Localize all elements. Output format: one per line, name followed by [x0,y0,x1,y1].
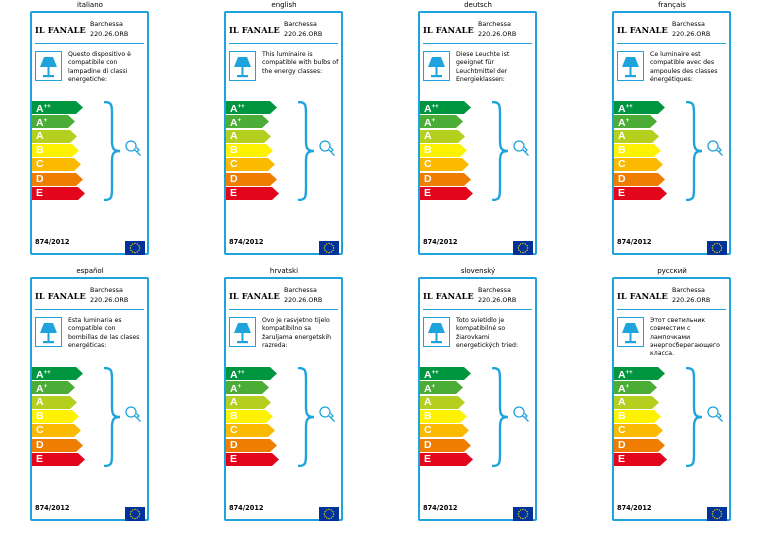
energy-class-letter [424,381,435,396]
class-letter: A [424,395,432,408]
class-letter: D [36,438,44,451]
class-letter: A [230,129,238,142]
brand-logo: IL FANALE [617,25,668,35]
energy-class-letter [36,396,44,409]
energy-bar-a [614,130,660,143]
energy-class-letter [230,187,237,200]
light-bulb-icon [512,405,532,427]
energy-class-scale [226,101,296,201]
class-letter: D [230,438,238,451]
class-letter: E [424,186,432,199]
class-plus: ++ [237,104,245,110]
energy-bar-d [420,439,472,452]
compatibility-text: This luminaire is compatible with bulbs of the energy classes: [262,51,339,75]
curly-brace-icon [490,101,510,205]
energy-class-letter [36,367,51,382]
energy-class-scale [420,367,490,467]
eu-flag-icon [319,507,339,521]
energy-bar-c [32,158,82,171]
divider [617,43,726,44]
energy-bar-e [32,187,86,200]
energy-class-letter [618,158,626,171]
energy-class-letter [36,424,44,437]
class-letter: B [424,143,432,156]
energy-class-scale [614,101,684,201]
product-name: Barchessa [478,286,511,294]
product-code: 220.26.ORB [90,30,129,38]
energy-class-letter [618,173,626,186]
energy-class-letter [36,173,44,186]
curly-brace-icon [296,101,316,205]
energy-class-letter [618,396,626,409]
eu-flag-icon [513,241,533,255]
energy-bar-aplusplus [614,101,666,114]
light-bulb-icon [512,139,532,161]
energy-class-letter [424,424,432,437]
class-letter: C [230,424,238,437]
product-code: 220.26.ORB [672,30,711,38]
class-letter: A [36,383,44,396]
energy-class-letter [36,187,43,200]
regulation-number: 874/2012 [35,238,70,246]
class-letter: D [230,172,238,185]
energy-class-letter [230,158,238,171]
energy-bar-c [420,158,470,171]
compatibility-text: Esta luminaria es compatible con bombillas de las clases energéticas: [68,317,140,349]
compatibility-text: Toto svietidlo je kompatibilné so žiarovkami energetických tried: [456,317,519,349]
class-letter: A [618,395,626,408]
energy-bar-e [614,187,668,200]
energy-label-5 [224,277,343,521]
energy-bar-e [420,187,474,200]
energy-class-letter [230,381,241,396]
energy-bar-b [32,144,80,157]
energy-bar-b [614,144,662,157]
class-letter: B [230,409,238,422]
energy-bar-e [226,453,280,466]
class-plus: + [237,118,242,125]
energy-bar-aplus [32,115,76,128]
light-bulb-icon [318,139,338,161]
class-plus: ++ [625,104,633,110]
energy-bar-c [614,424,664,437]
curly-brace-icon [102,367,122,471]
product-name: Barchessa [672,286,705,294]
regulation-number: 874/2012 [617,238,652,246]
energy-class-letter [618,101,633,116]
class-letter: C [424,424,432,437]
energy-bar-aplusplus [614,367,666,380]
language-caption: italiano [77,1,103,9]
product-name: Barchessa [672,20,705,28]
class-letter: D [424,438,432,451]
energy-label-7 [612,277,731,521]
product-name: Barchessa [90,286,123,294]
class-letter: B [36,143,44,156]
light-bulb-icon [124,139,144,161]
energy-bar-aplusplus [420,367,472,380]
energy-bar-d [226,439,278,452]
energy-class-letter [230,130,238,143]
class-plus: ++ [43,370,51,376]
curly-brace-icon [684,101,704,205]
class-plus: + [43,384,48,391]
product-info [284,19,322,39]
light-bulb-icon [124,405,144,427]
divider [35,43,144,44]
energy-label-2 [418,11,537,255]
table-lamp-icon [423,51,450,81]
energy-bar-aplus [32,381,76,394]
brand-logo: IL FANALE [35,291,86,301]
energy-class-letter [230,410,238,423]
class-letter: D [618,172,626,185]
class-letter: A [424,383,432,396]
brand-logo: IL FANALE [229,25,280,35]
energy-bar-e [32,453,86,466]
class-letter: A [36,129,44,142]
energy-bar-e [226,187,280,200]
class-plus: + [431,118,436,125]
product-name: Barchessa [478,20,511,28]
table-lamp-icon [229,51,256,81]
eu-flag-icon [513,507,533,521]
energy-bar-aplus [614,381,658,394]
energy-bar-b [420,144,468,157]
energy-bar-d [32,439,84,452]
energy-class-letter [230,173,238,186]
energy-class-letter [230,367,245,382]
regulation-number: 874/2012 [35,504,70,512]
energy-class-letter [36,158,44,171]
energy-bar-c [226,158,276,171]
product-code: 220.26.ORB [284,30,323,38]
product-code: 220.26.ORB [478,296,517,304]
regulation-number: 874/2012 [423,504,458,512]
class-letter: E [230,452,238,465]
brand-logo: IL FANALE [35,25,86,35]
regulation-number: 874/2012 [617,504,652,512]
energy-bar-c [420,424,470,437]
class-plus: ++ [431,104,439,110]
class-letter: B [424,409,432,422]
energy-class-letter [230,115,241,130]
light-bulb-icon [706,139,726,161]
class-letter: C [618,424,626,437]
energy-class-letter [230,396,238,409]
product-name: Barchessa [284,286,317,294]
energy-bar-b [226,410,274,423]
divider [229,43,338,44]
energy-class-letter [618,130,626,143]
class-letter: A [424,129,432,142]
regulation-number: 874/2012 [229,238,264,246]
language-caption: english [271,1,297,9]
product-code: 220.26.ORB [284,296,323,304]
language-caption: slovenský [460,267,496,275]
energy-label-4 [30,277,149,521]
class-letter: A [230,369,238,381]
energy-class-letter [36,115,47,130]
product-info [90,19,128,39]
class-plus: ++ [625,370,633,376]
energy-class-letter [230,424,238,437]
compatibility-text: Questo dispositivo è compatibile con lampadine di classi energetiche: [68,51,131,83]
energy-class-letter [230,144,238,157]
product-info [284,285,322,305]
energy-class-letter [36,144,44,157]
energy-bar-aplus [226,115,270,128]
energy-class-letter [618,381,629,396]
language-caption: deutsch [464,1,492,9]
curly-brace-icon [684,367,704,471]
table-lamp-icon [423,317,450,347]
energy-bar-a [420,130,466,143]
energy-class-letter [618,439,626,452]
product-info [672,285,710,305]
class-letter: E [424,452,432,465]
class-letter: E [618,186,626,199]
energy-class-scale [226,367,296,467]
class-letter: C [36,158,44,171]
energy-class-letter [618,453,625,466]
energy-bar-a [226,396,272,409]
class-letter: A [230,117,238,130]
curly-brace-icon [102,101,122,205]
product-code: 220.26.ORB [90,296,129,304]
energy-class-letter [36,381,47,396]
energy-bar-aplus [226,381,270,394]
energy-bar-d [614,439,666,452]
energy-class-letter [424,396,432,409]
class-letter: B [618,409,626,422]
class-letter: A [36,103,44,115]
class-letter: A [618,369,626,381]
class-letter: C [618,158,626,171]
language-caption: français [658,1,686,9]
energy-class-letter [424,410,432,423]
energy-bar-aplusplus [420,101,472,114]
energy-class-letter [424,130,432,143]
class-letter: A [36,395,44,408]
energy-bar-aplus [420,115,464,128]
class-letter: A [36,117,44,130]
class-letter: A [618,129,626,142]
energy-class-letter [36,130,44,143]
class-plus: + [625,118,630,125]
compatibility-text: Ovo je rasvjetno tijelo kompatibilno sa žaruljama energetskih razreda: [262,317,332,349]
energy-class-letter [36,439,44,452]
divider [423,43,532,44]
energy-bar-d [420,173,472,186]
eu-flag-icon [125,507,145,521]
table-lamp-icon [617,51,644,81]
energy-class-letter [424,187,431,200]
energy-class-letter [424,439,432,452]
class-plus: ++ [43,104,51,110]
energy-bar-b [226,144,274,157]
table-lamp-icon [617,317,644,347]
energy-class-letter [424,453,431,466]
divider [617,309,726,310]
energy-bar-b [614,410,662,423]
energy-class-letter [36,101,51,116]
brand-logo: IL FANALE [423,25,474,35]
energy-class-letter [230,453,237,466]
energy-class-letter [618,424,626,437]
energy-bar-e [420,453,474,466]
brand-logo: IL FANALE [423,291,474,301]
energy-bar-a [614,396,660,409]
class-letter: A [424,117,432,130]
energy-bar-b [32,410,80,423]
product-info [90,285,128,305]
energy-class-letter [618,144,626,157]
eu-flag-icon [319,241,339,255]
class-letter: C [424,158,432,171]
brand-logo: IL FANALE [229,291,280,301]
class-letter: A [230,103,238,115]
energy-bar-c [32,424,82,437]
language-caption: español [76,267,104,275]
energy-bar-aplusplus [226,367,278,380]
product-name: Barchessa [284,20,317,28]
table-lamp-icon [35,51,62,81]
energy-class-letter [424,101,439,116]
class-letter: A [618,383,626,396]
energy-class-letter [36,453,43,466]
table-lamp-icon [35,317,62,347]
class-plus: + [431,384,436,391]
energy-class-letter [36,410,44,423]
energy-bar-d [32,173,84,186]
energy-label-3 [612,11,731,255]
class-plus: + [237,384,242,391]
energy-class-letter [424,115,435,130]
class-plus: ++ [431,370,439,376]
energy-class-letter [618,410,626,423]
light-bulb-icon [706,405,726,427]
energy-bar-aplusplus [32,367,84,380]
energy-bar-a [226,130,272,143]
eu-flag-icon [125,241,145,255]
class-letter: A [618,103,626,115]
divider [35,309,144,310]
product-name: Barchessa [90,20,123,28]
class-plus: + [625,384,630,391]
energy-bar-aplus [614,115,658,128]
class-letter: E [230,186,238,199]
compatibility-text: Ce luminaire est compatible avec des ampoules des classes énergétiques: [650,51,718,83]
regulation-number: 874/2012 [423,238,458,246]
class-letter: E [36,452,44,465]
product-code: 220.26.ORB [672,296,711,304]
compatibility-text: Diese Leuchte ist geeignet für Leuchtmittel der Energieklassen: [456,51,510,83]
energy-class-letter [618,367,633,382]
energy-bar-c [226,424,276,437]
class-letter: E [618,452,626,465]
energy-class-scale [32,367,102,467]
class-letter: B [618,143,626,156]
energy-class-letter [230,439,238,452]
class-letter: D [618,438,626,451]
product-info [478,285,516,305]
energy-class-letter [230,101,245,116]
class-letter: D [36,172,44,185]
energy-bar-aplusplus [226,101,278,114]
class-letter: A [36,369,44,381]
language-caption: русский [657,267,687,275]
energy-bar-aplus [420,381,464,394]
class-letter: A [618,117,626,130]
energy-bar-d [614,173,666,186]
energy-class-letter [424,158,432,171]
eu-flag-icon [707,507,727,521]
product-info [478,19,516,39]
class-letter: B [230,143,238,156]
light-bulb-icon [318,405,338,427]
energy-bar-a [32,396,78,409]
energy-class-letter [424,367,439,382]
class-plus: ++ [237,370,245,376]
energy-bar-a [420,396,466,409]
product-code: 220.26.ORB [478,30,517,38]
class-letter: E [36,186,44,199]
product-info [672,19,710,39]
energy-class-letter [424,144,432,157]
energy-bar-a [32,130,78,143]
brand-logo: IL FANALE [617,291,668,301]
compatibility-text: Этот светильник совместим с лампочками энергосберегающего класса. [650,317,720,358]
energy-bar-aplusplus [32,101,84,114]
class-letter: A [424,369,432,381]
energy-label-1 [224,11,343,255]
energy-label-0 [30,11,149,255]
energy-bar-b [420,410,468,423]
language-caption: hrvatski [269,267,299,275]
class-letter: B [36,409,44,422]
energy-bar-d [226,173,278,186]
curly-brace-icon [296,367,316,471]
curly-brace-icon [490,367,510,471]
class-letter: C [36,424,44,437]
energy-class-scale [420,101,490,201]
class-plus: + [43,118,48,125]
energy-label-6 [418,277,537,521]
class-letter: A [230,395,238,408]
energy-class-scale [614,367,684,467]
table-lamp-icon [229,317,256,347]
energy-bar-c [614,158,664,171]
energy-class-letter [618,187,625,200]
energy-bar-e [614,453,668,466]
class-letter: A [424,103,432,115]
class-letter: C [230,158,238,171]
divider [423,309,532,310]
class-letter: D [424,172,432,185]
divider [229,309,338,310]
class-letter: A [230,383,238,396]
energy-class-scale [32,101,102,201]
energy-class-letter [424,173,432,186]
regulation-number: 874/2012 [229,504,264,512]
energy-class-letter [618,115,629,130]
eu-flag-icon [707,241,727,255]
